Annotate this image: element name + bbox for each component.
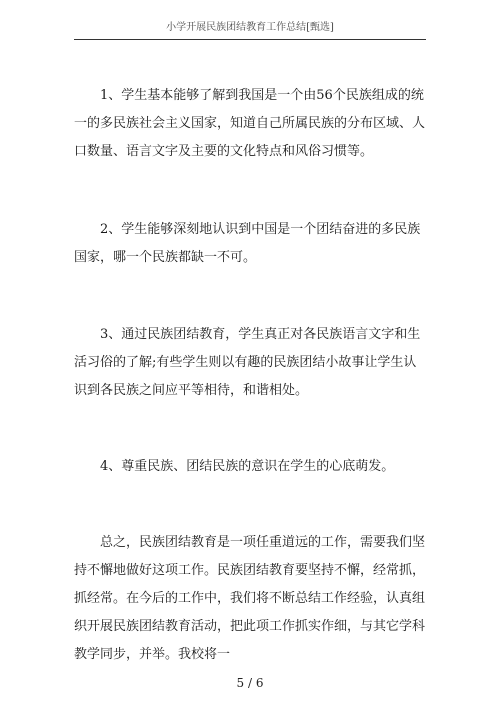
paragraph-item-3: 3、通过民族团结教育，学生真正对各民族语言文字和生活习俗的了解;有些学生则以有趣的民族团结小故事让学生认识到各民族之间应平等相待，和谐相处。 <box>74 327 421 398</box>
page-number: 5 / 6 <box>236 676 264 690</box>
paragraph-summary: 总之，民族团结教育是一项任重道远的工作，需要我们坚持不懈地做好这项工作。民族团结教育要坚持不懈，经常抓，抓经常。在今后的工作中，我们将不断总结工作经验，认真组织开展民族团结教育活动，把此项工作抓实作细，与其它学科教学同步，并举。我校将一 <box>74 535 426 662</box>
paragraph-item-2: 2、学生能够深刻地认识到中国是一个团结奋进的多民族国家，哪一个民族都缺一不可。 <box>74 222 421 265</box>
paragraph-item-1: 1、学生基本能够了解到我国是一个由56个民族组成的统一的多民族社会主义国家，知道自己所属民族的分布区域、人口数量、语言文字及主要的文化特点和风俗习惯等。 <box>74 88 426 159</box>
page-header-title: 小学开展民族团结教育工作总结[甄选] <box>166 22 334 33</box>
header-divider <box>74 39 426 40</box>
paragraph-item-4: 4、尊重民族、团结民族的意识在学生的心底萌发。 <box>100 459 395 474</box>
